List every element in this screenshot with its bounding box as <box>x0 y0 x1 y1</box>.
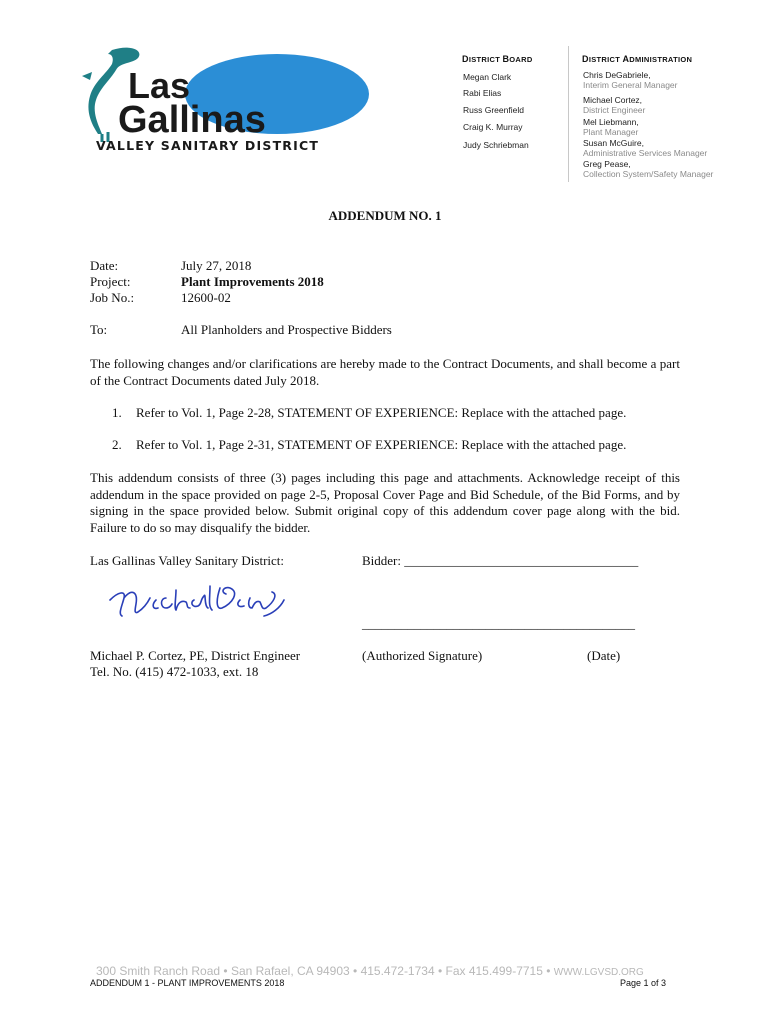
signer-phone: Tel. No. (415) 472-1033, ext. 18 <box>90 664 259 679</box>
to-value: All Planholders and Prospective Bidders <box>181 322 392 337</box>
logo-line1: Las <box>128 65 191 106</box>
project-value: Plant Improvements 2018 <box>181 274 324 289</box>
admin-staff-entry <box>583 138 707 158</box>
logo-tagline: VALLEY SANITARY DISTRICT <box>96 138 320 153</box>
intro-paragraph: The following changes and/or clarifications are hereby made to the Contract Documents, and shall become a part of the Contract Documents dated July 2018. <box>90 356 680 388</box>
admin-staff-entry <box>583 117 639 137</box>
board-member: Megan Clark <box>463 72 512 82</box>
district-label: Las Gallinas Valley Sanitary District: <box>90 553 284 568</box>
staff-name: Greg Pease, <box>583 159 631 169</box>
address-text: 300 Smith Ranch Road • San Rafael, CA 94903 • 415.472-1734 • Fax 415.499-7715 • <box>96 964 554 978</box>
staff-name: Chris DeGabriele, <box>583 70 651 80</box>
date-label: Date: <box>90 258 119 273</box>
handwritten-signature <box>104 578 294 628</box>
project-label: Project: <box>90 274 131 289</box>
board-member: Russ Greenfield <box>463 105 524 115</box>
item-text: Refer to Vol. 1, Page 2-28, STATEMENT OF EXPERIENCE: Replace with the attached page. <box>136 405 627 420</box>
signer-name: Michael P. Cortez, PE, District Engineer <box>90 648 301 663</box>
item-number: 1. <box>112 405 122 420</box>
board-member: Judy Schriebman <box>463 140 529 150</box>
board-member: Craig K. Murray <box>463 122 523 132</box>
to-label: To: <box>90 322 108 337</box>
logo-line2: Gallinas <box>118 99 266 141</box>
board-heading: DISTRICT BOARD <box>462 54 533 64</box>
admin-staff-entry <box>583 159 713 179</box>
bidder-line: Bidder: ____________________________________ <box>362 553 639 568</box>
header-divider <box>568 46 569 182</box>
addendum-title: ADDENDUM NO. 1 <box>328 208 442 223</box>
board-member: Rabi Elias <box>463 88 502 98</box>
job-number-value: 12600-02 <box>181 290 231 305</box>
staff-name: Susan McGuire, <box>583 138 644 148</box>
job-number-label: Job No.: <box>90 290 135 305</box>
admin-staff-entry <box>583 95 645 115</box>
staff-title: District Engineer <box>583 105 646 115</box>
administration-heading: DISTRICT ADMINISTRATION <box>582 54 693 64</box>
item-number: 2. <box>112 437 122 452</box>
website-link[interactable]: WWW.LGVSD.ORG <box>553 967 644 978</box>
staff-name: Mel Liebmann, <box>583 117 639 127</box>
authorized-signature-line: __________________________________________ <box>362 616 635 631</box>
closing-paragraph: This addendum consists of three (3) pages including this page and attachments. Acknowledge receipt of this addendum in the space provided on page 2-5, Proposal Cover Page and Bid Schedule, of the Bid Forms, and by signing in the space provided below. Submit original copy of this addendum cover page along with the bid. Failure to do so may disqualify the bidder. <box>90 470 680 535</box>
district-logo <box>72 38 372 158</box>
signature-date-label: (Date) <box>587 648 621 663</box>
footer-document-title: ADDENDUM 1 - PLANT IMPROVEMENTS 2018 <box>90 978 285 988</box>
staff-title: Interim General Manager <box>583 80 678 90</box>
authorized-signature-label: (Authorized Signature) <box>362 648 483 663</box>
admin-staff-entry <box>583 70 678 90</box>
staff-title: Collection System/Safety Manager <box>583 169 714 179</box>
staff-name: Michael Cortez, <box>583 95 643 105</box>
date-value: July 27, 2018 <box>181 258 252 273</box>
staff-title: Administrative Services Manager <box>583 148 708 158</box>
footer-address <box>96 964 644 978</box>
staff-title: Plant Manager <box>583 127 639 137</box>
footer-page-number: Page 1 of 3 <box>620 978 667 988</box>
item-text: Refer to Vol. 1, Page 2-31, STATEMENT OF EXPERIENCE: Replace with the attached page. <box>136 437 627 452</box>
